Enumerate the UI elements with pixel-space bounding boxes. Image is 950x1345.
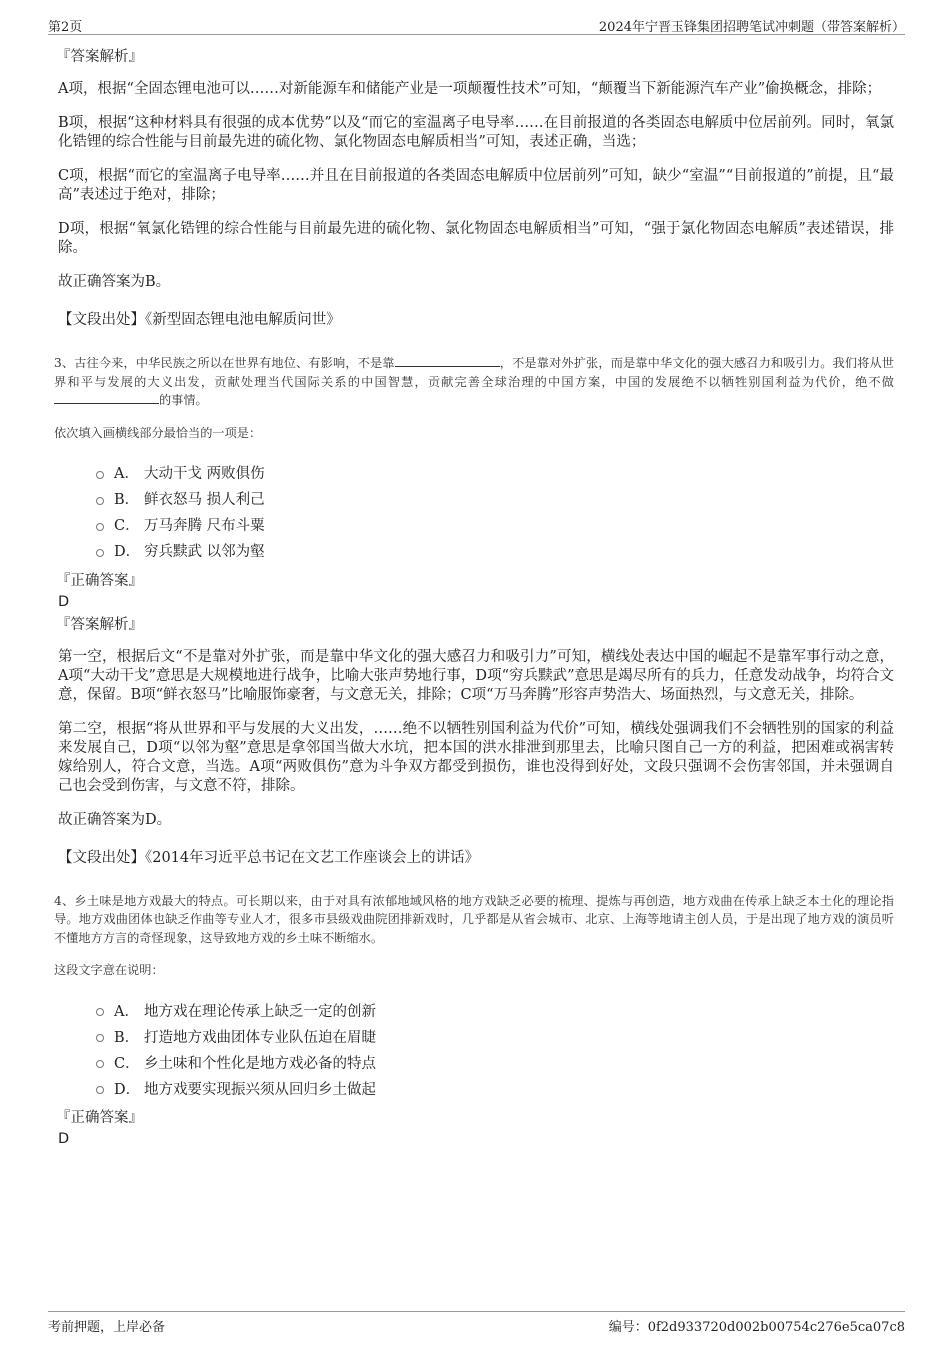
- question-4-options: [96, 997, 894, 1101]
- analysis-conclusion: 故正确答案为D。: [58, 811, 172, 828]
- source-citation: 【文段出处】《2014年习近平总书记在文艺工作座谈会上的讲话》: [58, 849, 480, 866]
- radio-icon[interactable]: [96, 1060, 104, 1068]
- correct-answer-tag: 『正确答案』: [56, 572, 143, 589]
- correct-answer: D: [58, 593, 70, 610]
- analysis-paragraph: 第一空，根据后文“不是靠对外扩张，而是靠中华文化的强大感召力和吸引力”可知，横线处表达中国的崛起不是靠军事行动之意，A项“大动干戈”意思是大规模地进行战争，比喻大张声势地行事，D项“穷兵黩武”意思是竭尽所有的兵力，任意发动战争，均符合文意，保留。B项“鲜衣怒马”比喻服饰豪奢，与文意无关，排除；C项“万马奔腾”形容声势浩大、场面热烈，与文意无关，排除。: [58, 648, 894, 703]
- page-footer: [48, 1311, 905, 1336]
- radio-icon[interactable]: [96, 497, 104, 505]
- analysis-tag: 『答案解析』: [56, 49, 143, 65]
- radio-icon[interactable]: [96, 1086, 104, 1094]
- source-citation: 【文段出处】《新型固态锂电池电解质问世》: [58, 312, 341, 328]
- question-4-prompt: 这段文字意在说明：: [54, 963, 164, 977]
- document-id: 编号：0f2d933720d002b00754c276e5ca07c8: [608, 1320, 905, 1335]
- option-a[interactable]: A． 大动干戈 两败俱伤: [96, 460, 894, 486]
- option-a[interactable]: A． 地方戏在理论传承上缺乏一定的创新: [96, 997, 894, 1023]
- option-c[interactable]: C． 万马奔腾 尺布斗粟: [96, 512, 894, 538]
- option-b[interactable]: B． 打造地方戏曲团体专业队伍迫在眉睫: [96, 1023, 894, 1049]
- analysis-paragraph: B项，根据“这种材料具有很强的成本优势”以及“而它的室温离子电导率……在目前报道的各类固态电解质中位居前列。同时，氧氯化锆锂的综合性能与目前最先进的硫化物、氯化物固态电解质相当”可知，表述正确，当选；: [58, 115, 894, 150]
- analysis-paragraph: C项，根据“而它的室温离子电导率……并且在目前报道的各类固态电解质中位居前列”可知，缺少“室温”“目前报道的”前提，且“最高”表述过于绝对，排除；: [58, 168, 894, 203]
- option-d[interactable]: D． 地方戏要实现振兴须从回归乡土做起: [96, 1075, 894, 1101]
- analysis-paragraph: D项，根据“氧氯化锆锂的综合性能与目前最先进的硫化物、氯化物固态电解质相当”可知，“强于氯化物固态电解质”表述错误，排除。: [58, 221, 894, 256]
- question-3-prompt: 依次填入画横线部分最恰当的一项是：: [54, 425, 262, 440]
- page-header: [48, 14, 905, 35]
- radio-icon[interactable]: [96, 1034, 104, 1042]
- question-4-stem: 4、乡土味是地方戏最大的特点。可长期以来，由于对具有浓郁地域风格的地方戏缺乏必要的梳理、提炼与再创造，地方戏曲在传承上缺乏本土化的理论指导。地方戏曲团体也缺乏作曲等专业人才，很多市县级戏曲院团排新戏时，几乎都是从省会城市、北京、上海等地请主创人员，于是出现了地方戏的演员听不懂地方方言的奇怪现象，这导致地方戏的乡土味不断缩水。: [54, 893, 894, 945]
- fill-blank: [395, 354, 500, 367]
- analysis-conclusion: 故正确答案为B。: [58, 274, 171, 290]
- analysis-paragraph: A项，根据“全固态锂电池可以……对新能源车和储能产业是一项颠覆性技术”可知，“颠覆当下新能源汽车产业”偷换概念，排除；: [58, 81, 882, 97]
- question-3-stem: 3、古往今来，中华民族之所以在世界有地位、有影响，不是靠 ，不是靠对外扩张，而是靠中华文化的强大感召力和吸引力。我们将从世界和平与发展的大义出发，贡献处理当代国际关系的中国智慧，贡献完善全球治理的中国方案，中国的发展绝不以牺牲别国利益为代价，绝不做的事情。: [54, 356, 894, 407]
- correct-answer-tag: 『正确答案』: [56, 1110, 143, 1126]
- document-title: 2024年宁晋玉锋集团招聘笔试冲刺题（带答案解析）: [598, 20, 905, 35]
- option-c[interactable]: C． 乡土味和个性化是地方戏必备的特点: [96, 1049, 894, 1075]
- page-content: [56, 46, 894, 1151]
- analysis-tag: 『答案解析』: [56, 616, 143, 633]
- fill-blank: [54, 391, 159, 404]
- option-d[interactable]: D． 穷兵黩武 以邻为壑: [96, 538, 894, 564]
- radio-icon[interactable]: [96, 471, 104, 479]
- radio-icon[interactable]: [96, 1008, 104, 1016]
- radio-icon[interactable]: [96, 523, 104, 531]
- footer-slogan: 考前押题，上岸必备: [48, 1320, 166, 1335]
- option-b[interactable]: B． 鲜衣怒马 损人利己: [96, 486, 894, 512]
- question-3-options: [96, 460, 894, 564]
- radio-icon[interactable]: [96, 549, 104, 557]
- page-number: 第2页: [48, 20, 83, 35]
- analysis-paragraph: 第二空，根据“将从世界和平与发展的大义出发，……绝不以牺牲别国利益为代价”可知，横线处强调我们不会牺牲别的国家的利益来发展自己，D项“以邻为壑”意思是拿邻国当做大水坑，把本国的洪水排泄到那里去，比喻只图自己一方的利益，把困难或祸害转嫁给别人，符合文意，当选。A项“两败俱伤”意为斗争双方都受到损伤，谁也没得到好处，文段只强调不会伤害邻国，并未强调自己也会受到伤害，与文意不符，排除。: [58, 720, 894, 794]
- correct-answer: D: [58, 1131, 70, 1147]
